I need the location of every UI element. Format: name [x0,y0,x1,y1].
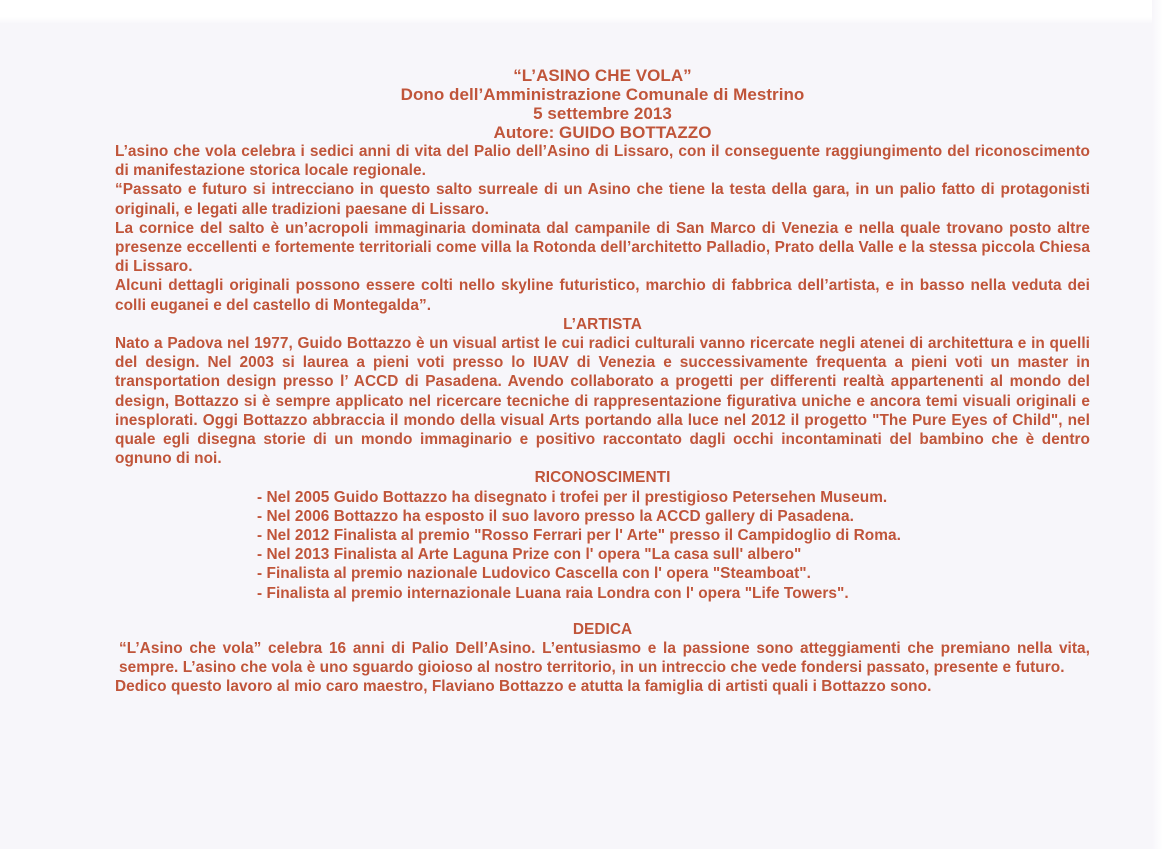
artist-paragraph: Nato a Padova nel 1977, Guido Bottazzo è un visual artist le cui radici culturali vanno ricercate negli atenei di architettura e in quelli del design. Nel 2003 si laurea a pieni voti presso lo IUAV di Venezia e successivamente frequenta a pieni voti un master in transportation design presso l’ ACCD di Pasadena. Avendo collaborato a progetti per differenti realtà appartenenti al mondo del design, Bottazzo si è sempre applicato nel ricercare tecniche di rappresentazione figurativa uniche e ancora temi visuali originali e inesplorati. Oggi Bottazzo abbraccia il mondo della visual Arts portando alla luce nel 2012 il progetto "The Pure Eyes of Child", nel quale egli disegna storie di un mondo immaginario e positivo raccontato dagli occhi incontaminati del bambino che è dentro ognuno di noi. [115,335,1090,468]
dedication-paragraph-1: “L’Asino che vola” celebra 16 anni di Palio Dell’Asino. L’entusiasmo e la passione sono atteggiamenti che premiano nella vita, sempre. L’asino che vola è uno sguardo gioioso al nostro territorio, in un intreccio che vede fondersi passato, presente e futuro. [119,640,1090,677]
document-subtitle: Dono dell’Amministrazione Comunale di Mestrino [400,85,805,104]
scan-right-edge [1152,0,1170,849]
scan-top-edge [0,0,1170,24]
awards-item: - Finalista al premio nazionale Ludovico Cascella con l' opera "Steamboat". [257,565,811,583]
intro-paragraph-4: Alcuni dettagli originali possono essere colti nello skyline futuristico, marchio di fabbrica dell’artista, e in basso nella veduta dei colli euganei e del castello di Montegalda”. [115,277,1090,314]
awards-item: - Nel 2013 Finalista al Arte Laguna Prize con l' opera "La casa sull' albero" [257,546,802,564]
document-author: Autore: GUIDO BOTTAZZO [493,123,712,142]
awards-heading: RICONOSCIMENTI [534,469,671,487]
dedication-heading: DEDICA [572,620,633,638]
intro-paragraph-2: “Passato e futuro si intrecciano in questo salto surreale di un Asino che tiene la testa della gara, in un palio fatto di protagonisti originali, e legati alle tradizioni paesane di Lissaro. [115,181,1090,218]
intro-paragraph-3: La cornice del salto è un’acropoli immaginaria dominata dal campanile di San Marco di Venezia e nella quale trovano posto altre presenze eccellenti e fortemente territoriali come villa la Rotonda dell’architetto Palladio, Prato della Valle e la stessa piccola Chiesa di Lissaro. [115,219,1090,276]
dedication-paragraph-2: Dedico questo lavoro al mio caro maestro, Flaviano Bottazzo e atutta la famiglia di artisti quali i Bottazzo sono. [115,678,932,696]
section-gap [115,603,1090,620]
awards-item: - Nel 2005 Guido Bottazzo ha disegnato i trofei per il prestigioso Petersehen Museum. [257,488,888,506]
awards-item: - Finalista al premio internazionale Luana raia Londra con l' opera "Life Towers". [257,584,849,602]
artist-heading: L’ARTISTA [563,315,642,333]
document-date: 5 settembre 2013 [533,104,672,123]
awards-list [115,488,1090,603]
intro-paragraph-1: L’asino che vola celebra i sedici anni di vita del Palio dell’Asino di Lissaro, con il conseguente raggiungimento del riconoscimento di manifestazione storica locale regionale. [115,143,1090,180]
awards-item: - Nel 2006 Bottazzo ha esposto il suo lavoro presso la ACCD gallery di Pasadena. [257,507,854,525]
document-body [115,66,1090,697]
document-title: “L’ASINO CHE VOLA” [513,66,692,85]
awards-item: - Nel 2012 Finalista al premio "Rosso Ferrari per l' Arte" presso il Campidoglio di Roma. [257,527,901,545]
